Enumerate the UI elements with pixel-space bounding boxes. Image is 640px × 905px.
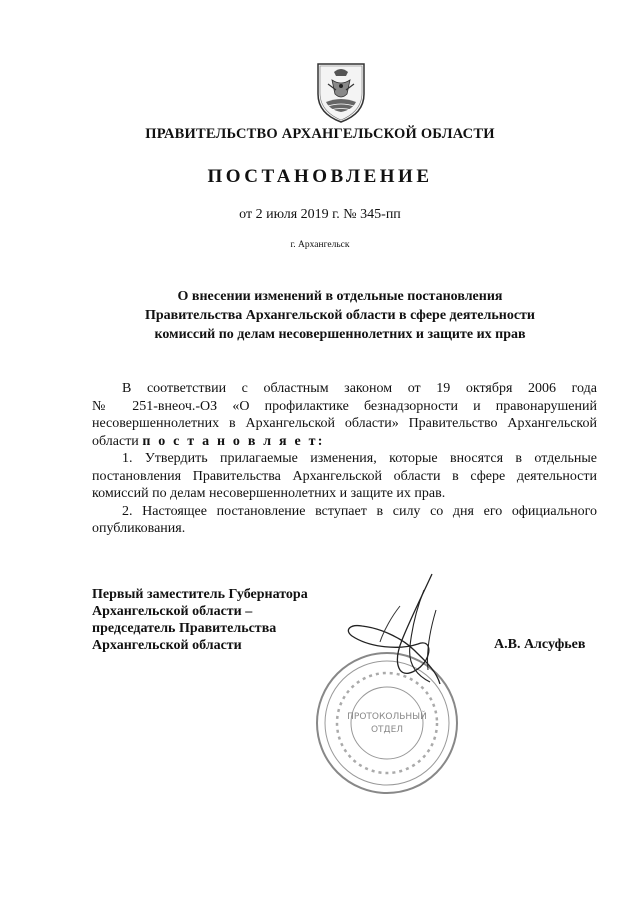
- signer-name: А.В. Алсуфьев: [494, 637, 586, 652]
- signer-position-line: председатель Правительства: [92, 621, 277, 636]
- body-line: несовершеннолетних в Архангельской области» Правительство Архангельской: [92, 416, 597, 431]
- document-heading: [80, 287, 600, 344]
- heading-line: О внесении изменений в отдельные постановления: [177, 289, 503, 304]
- body-line: [92, 433, 597, 451]
- body-line: В соответствии с областным законом от 19 октября 2006 года: [122, 381, 597, 396]
- body-line: 2. Настоящее постановление вступает в силу со дня его официального: [122, 503, 597, 519]
- body-line: комиссий по делам несовершеннолетних и защите их прав.: [92, 486, 446, 501]
- body-line: опубликования.: [92, 521, 186, 536]
- item-1-paragraph: [92, 450, 597, 503]
- organization-title: ПРАВИТЕЛЬСТВО АРХАНГЕЛЬСКОЙ ОБЛАСТИ: [145, 126, 495, 142]
- decides-word: п о с т а н о в л я е т: [142, 433, 318, 449]
- body-line: № 251-внеоч.-ОЗ «О профилактике безнадзорности и правонарушений: [92, 398, 597, 414]
- decides-colon: :: [317, 433, 325, 449]
- signer-position-line: Первый заместитель Губернатора: [92, 587, 308, 602]
- document-city: г. Архангельск: [290, 240, 350, 250]
- coat-of-arms-icon: [314, 60, 368, 124]
- document-type: ПОСТАНОВЛЕНИЕ: [207, 166, 433, 187]
- handwritten-signature-icon: [340, 570, 460, 690]
- heading-line: комиссий по делам несовершеннолетних и защите их прав: [154, 327, 526, 342]
- document-date-number: от 2 июля 2019 г. № 345-пп: [239, 207, 401, 222]
- signer-position-line: Архангельской области: [92, 638, 242, 653]
- document-body: [92, 380, 597, 538]
- signer-position-line: Архангельской области –: [92, 604, 253, 619]
- heading-line: Правительства Архангельской области в сфере деятельности: [145, 308, 535, 323]
- item-2-paragraph: [92, 503, 597, 538]
- preamble-tail: области: [92, 433, 139, 449]
- stamp-text-line: ОТДЕЛ: [370, 725, 404, 735]
- body-line: 1. Утвердить прилагаемые изменения, которые вносятся в отдельные: [122, 451, 597, 466]
- stamp-text-line: ПРОТОКОЛЬНЫЙ: [347, 712, 427, 722]
- body-line: постановления Правительства Архангельской области в сфере деятельности: [92, 468, 597, 484]
- preamble-paragraph: [92, 380, 597, 450]
- signer-position: [92, 586, 352, 654]
